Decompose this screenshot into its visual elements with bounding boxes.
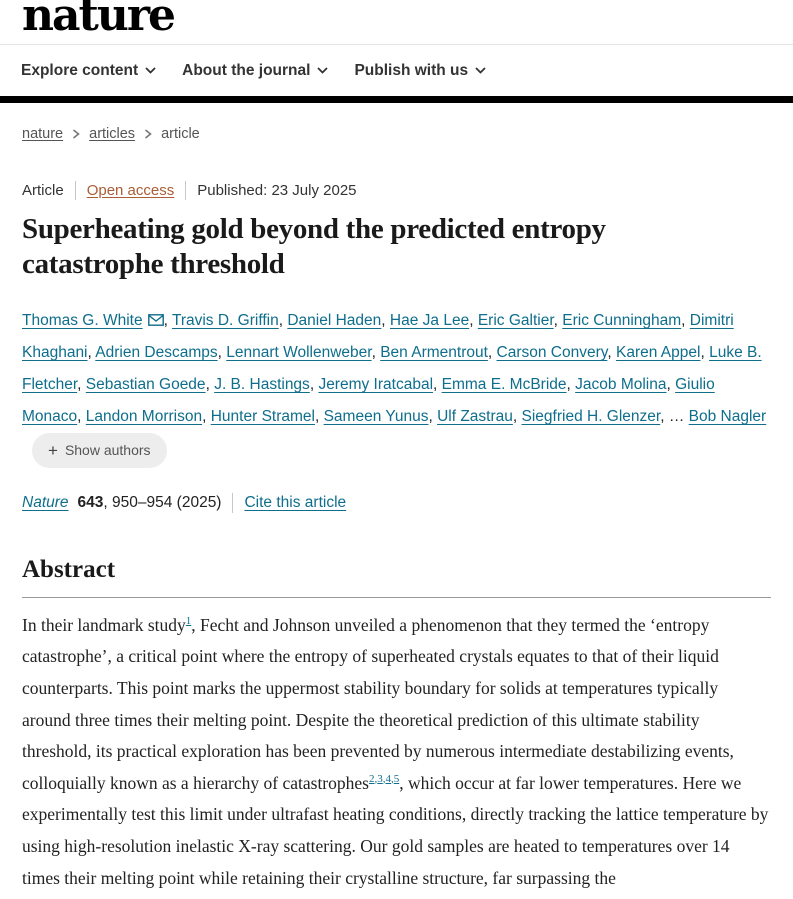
email-icon[interactable]: [148, 314, 164, 326]
abstract-segment: In their landmark study: [22, 614, 186, 635]
nav-publish-with-us[interactable]: [354, 62, 486, 80]
author-link[interactable]: Hunter Stramel: [210, 407, 315, 425]
breadcrumb-articles-link[interactable]: articles: [89, 126, 136, 142]
author-link[interactable]: Jeremy Iratcabal: [318, 375, 434, 393]
site-header: [0, 0, 793, 103]
cite-this-article-link[interactable]: Cite this article: [244, 493, 347, 511]
author-link[interactable]: Lennart Wollenweber: [226, 343, 372, 361]
citation-line: [22, 493, 771, 513]
chevron-right-icon: [72, 129, 80, 139]
author-link[interactable]: Dimitri Khaghani: [22, 311, 734, 361]
author-link[interactable]: J. B. Hastings: [214, 375, 310, 393]
reference-comma: ,: [390, 772, 394, 785]
plus-icon: +: [48, 440, 58, 460]
author-link[interactable]: Jacob Molina: [575, 375, 667, 393]
main-nav: [0, 45, 793, 96]
breadcrumb: [22, 126, 771, 142]
author-link[interactable]: Luke B. Fletcher: [22, 343, 762, 393]
journal-link[interactable]: Nature: [22, 493, 69, 511]
author-link[interactable]: Thomas G. White: [22, 311, 143, 329]
article-meta: [22, 181, 771, 200]
author-list: [22, 305, 771, 468]
reference-link[interactable]: 5: [393, 772, 400, 785]
author-list-inner: Thomas G. White , Travis D. Griffin, Daniel Haden, Hae Ja Lee, Eric Galtier, Eric Cunningham, Dimitri Khaghani, Adrien Descamps, Lennart Wollenweber, Ben Armentrout, Carson Convery, Karen Appel, Luke B. Fletcher, Sebastian Goede, J. B. Hastings, Jeremy Iratcabal, Emma E. McBride, Jacob Molina, Giulio Monaco, Landon Morrison, Hunter Stramel, Sameen Yunus, Ulf Zastrau, Siegfried H. Glenzer, … Bob Nagler: [22, 311, 767, 425]
article-page: [0, 126, 793, 894]
author-link[interactable]: Daniel Haden: [287, 311, 382, 329]
reference-link[interactable]: 2: [368, 772, 375, 785]
authors-ellipsis: …: [668, 407, 689, 425]
author-link[interactable]: Ben Armentrout: [380, 343, 488, 361]
reference-superscript: [369, 773, 399, 785]
reference-comma: ,: [374, 772, 378, 785]
article-title: Superheating gold beyond the predicted entropy catastrophe threshold: [22, 213, 606, 281]
reference-link[interactable]: 1: [185, 614, 192, 627]
open-access-link[interactable]: Open access: [86, 182, 175, 199]
logo-bar: [0, 0, 793, 45]
author-link[interactable]: Ulf Zastrau: [437, 407, 513, 425]
author-link[interactable]: Sameen Yunus: [323, 407, 429, 425]
author-link[interactable]: Eric Cunningham: [562, 311, 682, 329]
nav-about-journal-label: About the journal: [182, 61, 311, 79]
breadcrumb-nature-link[interactable]: nature: [22, 126, 64, 142]
abstract-text: [22, 610, 771, 894]
reference-comma: ,: [382, 772, 386, 785]
author-link[interactable]: Sebastian Goede: [85, 375, 206, 393]
author-link[interactable]: Travis D. Griffin: [171, 311, 279, 329]
chevron-right-icon: [144, 129, 152, 139]
journal-pages: , 950–954 (2025): [103, 493, 222, 511]
nature-logo[interactable]: nature: [22, 0, 174, 41]
nav-explore-content[interactable]: [21, 62, 156, 80]
author-link[interactable]: Landon Morrison: [85, 407, 203, 425]
article-type-label: Article: [22, 182, 64, 199]
author-link[interactable]: Eric Galtier: [477, 311, 554, 329]
nav-explore-content-label: Explore content: [21, 61, 139, 79]
author-link[interactable]: Giulio Monaco: [22, 375, 715, 425]
abstract-divider: [22, 597, 771, 598]
chevron-down-icon: [145, 67, 156, 74]
published-date: Published: 23 July 2025: [197, 182, 357, 199]
chevron-down-icon: [475, 67, 486, 74]
author-link[interactable]: Bob Nagler: [688, 407, 767, 425]
author-link[interactable]: Hae Ja Lee: [389, 311, 470, 329]
author-link[interactable]: Emma E. McBride: [441, 375, 567, 393]
nav-publish-with-us-label: Publish with us: [354, 61, 469, 79]
meta-divider: [185, 181, 186, 200]
journal-volume: 643: [77, 493, 104, 511]
author-link[interactable]: Carson Convery: [496, 343, 608, 361]
abstract-heading: Abstract: [22, 555, 116, 583]
show-authors-button[interactable]: [32, 433, 167, 468]
reference-link[interactable]: 4: [385, 772, 391, 785]
show-authors-label: Show authors: [64, 442, 151, 459]
author-link[interactable]: Siegfried H. Glenzer: [521, 407, 661, 425]
author-link[interactable]: Karen Appel: [616, 343, 701, 361]
author-link[interactable]: Adrien Descamps: [95, 343, 218, 361]
citation-divider: [232, 493, 233, 513]
reference-link[interactable]: 3: [377, 772, 383, 785]
breadcrumb-current: article: [161, 126, 200, 142]
nav-about-journal[interactable]: [182, 62, 328, 80]
abstract-segment: , which occur at far lower temperatures. Here we experimentally test this limit under ultrafast heating conditions, directly tracking the lattice temperature by using high-resolution inelastic X-ray scattering. Our gold samples are heated to temperatures over 14 times their melting point while retaining their crystalline structure, far surpassing the: [22, 772, 769, 888]
header-accent-bar: [0, 96, 793, 103]
chevron-down-icon: [317, 67, 328, 74]
meta-divider: [75, 181, 76, 200]
abstract-segment: , Fecht and Johnson unveiled a phenomenon that they termed the ‘entropy catastrophe’, a critical point where the entropy of superheated crystals equates to that of their liquid counterparts. This point marks the uppermost stability boundary for solids at temperatures typically around three times their melting point. Despite the theoretical prediction of this ultimate stability threshold, its practical exploration has been prevented by numerous intermediate destabilizing events, colloquially known as a hierarchy of catastrophes: [22, 614, 734, 793]
